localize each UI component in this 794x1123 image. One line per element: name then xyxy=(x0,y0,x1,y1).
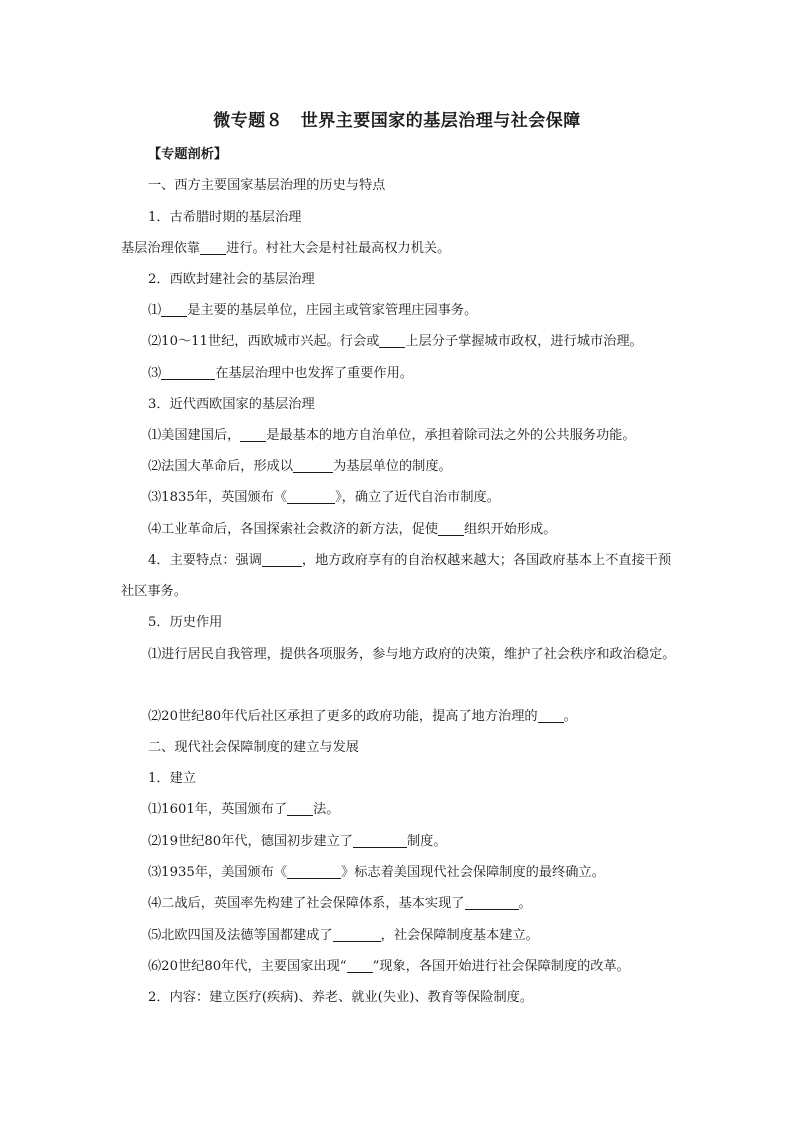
text-line-5a: ⑴进行居民自我管理，提供各项服务，参与地方政府的决策，维护了社会秩序和政治稳定。 xyxy=(148,647,676,662)
text-line-3b: ⑵法国大革命后，形成以 为基层单位的制度。 xyxy=(148,459,452,474)
text-line-t2: 2．内容：建立医疗(疾病)、养老、就业(失业)、教育等保险制度。 xyxy=(148,990,534,1005)
text-line-t1c: ⑶1935年，美国颁布《 》标志着美国现代社会保障制度的最终确立。 xyxy=(148,865,605,880)
text-line-1a: 基层治理依靠 进行。村社大会是村社最高权力机关。 xyxy=(121,241,451,256)
fill-blank[interactable] xyxy=(379,333,405,348)
text-line-t1d: ⑷二战后，英国率先构建了社会保障体系，基本实现了 。 xyxy=(148,896,532,911)
text-line-2c: ⑶ 在基层治理中也发挥了重要作用。 xyxy=(148,366,413,381)
fill-blank[interactable] xyxy=(333,927,381,942)
fill-blank[interactable] xyxy=(240,427,266,442)
fill-blank[interactable] xyxy=(200,240,226,255)
fill-blank[interactable] xyxy=(347,958,373,973)
subheading-5: 5．历史作用 xyxy=(148,615,223,630)
fill-blank[interactable] xyxy=(262,552,302,567)
text-line-5b: ⑵20世纪80年代后社区承担了更多的政府功能，提高了地方治理的 。 xyxy=(148,709,577,724)
text-line-t1e: ⑸北欧四国及法德等国都建成了 ，社会保障制度基本建立。 xyxy=(148,928,539,943)
subheading-t1: 1．建立 xyxy=(148,771,196,786)
subheading-2: 2．西欧封建社会的基层治理 xyxy=(148,272,315,287)
fill-blank[interactable] xyxy=(293,458,333,473)
fill-blank[interactable] xyxy=(287,801,313,816)
fill-blank[interactable] xyxy=(438,521,464,536)
text-line-4: 4．主要特点：强调 ，地方政府享有的自治权越来越大；各国政府基本上不直接干预社区事务。 xyxy=(121,553,672,599)
fill-blank[interactable] xyxy=(465,895,519,910)
section-tag: 【专题剖析】 xyxy=(148,147,228,162)
text-line-3c: ⑶1835年，英国颁布《 》，确立了近代自治市制度。 xyxy=(148,490,500,505)
text-line-t1a: ⑴1601年，英国颁布了 法。 xyxy=(148,802,340,817)
text-line-2b: ⑵10～11世纪，西欧城市兴起。行会或 上层分子掌握城市政权，进行城市治理。 xyxy=(148,334,643,349)
fill-blank[interactable] xyxy=(161,365,215,380)
fill-blank[interactable] xyxy=(538,708,564,723)
text-line-3a: ⑴美国建国后， 是最基本的地方自治单位，承担着除司法之外的公共服务功能。 xyxy=(148,428,636,443)
text-line-t1b: ⑵19世纪80年代，德国初步建立了 制度。 xyxy=(148,834,447,849)
text-line-2a: ⑴ 是主要的基层单位，庄园主或管家管理庄园事务。 xyxy=(148,303,478,318)
subheading-1: 1．古希腊时期的基层治理 xyxy=(148,210,302,225)
page-title: 微专题８ 世界主要国家的基层治理与社会保障 xyxy=(213,111,581,131)
heading-1: 一、西方主要国家基层治理的历史与特点 xyxy=(148,178,386,193)
fill-blank[interactable] xyxy=(287,489,335,504)
fill-blank[interactable] xyxy=(161,302,187,317)
fill-blank[interactable] xyxy=(287,864,341,879)
heading-2: 二、现代社会保障制度的建立与发展 xyxy=(148,740,359,755)
fill-blank[interactable] xyxy=(353,833,407,848)
text-line-t1f: ⑹20世纪80年代，主要国家出现“ ”现象，各国开始进行社会保障制度的改革。 xyxy=(148,959,630,974)
subheading-3: 3．近代西欧国家的基层治理 xyxy=(148,397,315,412)
text-line-3d: ⑷工业革命后，各国探索社会救济的新方法，促使 组织开始形成。 xyxy=(148,522,557,537)
